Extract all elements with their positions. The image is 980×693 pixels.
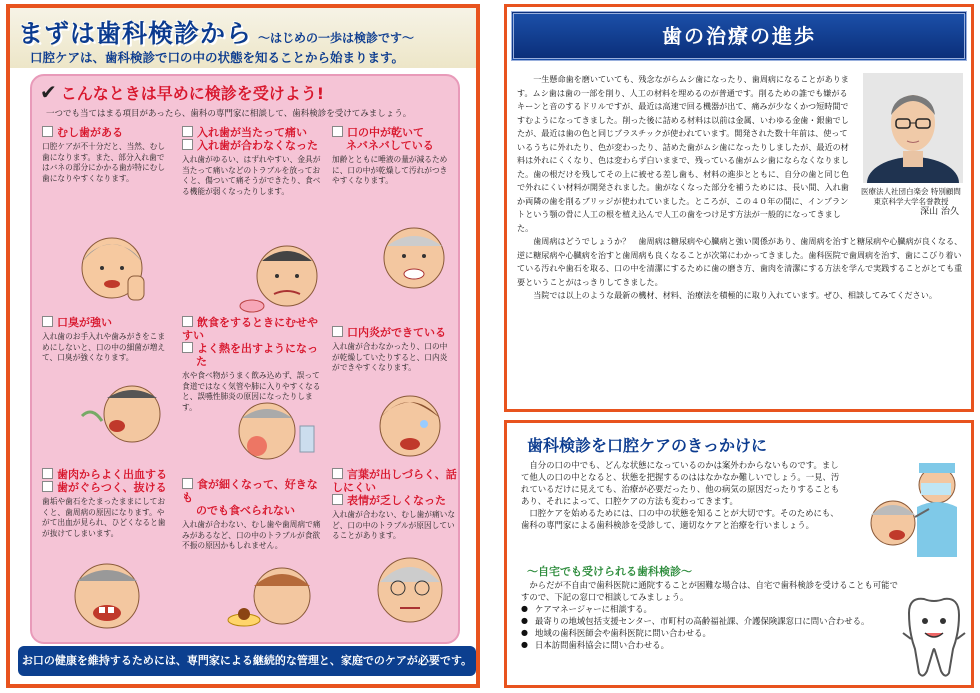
author-name: 深山 治久	[920, 207, 959, 217]
check-item-heading: 入れ歯が当たって痛い	[197, 126, 307, 139]
author-portrait-image	[863, 73, 963, 183]
check-item-text: 歯垢や歯石をたまったままにしておくと、歯周病の原因になります。やがて出血が見られ、ひどくなると歯が抜けてしまいます。	[42, 497, 166, 538]
check-item-heading: 食が細くなって、好きなも	[182, 478, 318, 504]
checkbox-icon	[332, 494, 343, 505]
check-item-gum-bleeding	[42, 468, 172, 539]
treatment-paragraph: 当院では以上のような最新の機材、材料、治療法を積極的に取り入れています。ぜひ、相談してみてください。	[533, 290, 937, 300]
contact-list-item: ● ケアマネージャーに相談する。	[521, 603, 901, 615]
check-item-text: 入れ歯が合わなかったり、口の中が乾燥していたりすると、口内炎ができやすくなります。	[332, 342, 448, 372]
author-caption	[855, 187, 967, 217]
checkup-intro	[521, 459, 841, 559]
checkbox-icon	[42, 481, 53, 492]
check-item-speech	[332, 468, 457, 542]
check-item-heading2: 歯がぐらつく、抜ける	[57, 481, 167, 494]
checkbox-icon	[182, 342, 193, 353]
checklist-title: こんなときは早めに検診を受けよう!	[60, 84, 325, 103]
check-item-cavity	[42, 126, 172, 184]
left-footer-banner: お口の健康を維持するためには、専門家による継続的な管理と、家庭でのケアが必要です。	[18, 646, 476, 676]
check-item-heading2: ネバネバしている	[346, 139, 434, 152]
checkup-title: 歯科検診を口腔ケアのきっかけに	[527, 436, 768, 455]
check-item-dry-mouth	[332, 126, 454, 187]
check-item-heading2: よく熱を出すようになった	[196, 342, 318, 368]
check-item-denture-pain	[182, 126, 322, 197]
check-item-poor-appetite	[182, 478, 327, 552]
left-panel	[6, 4, 480, 688]
left-title-sub: 〜はじめの一歩は検診です〜	[258, 31, 415, 45]
left-lead: 口腔ケアは、歯科検診で口の中の状態を知ることから始まります。	[30, 50, 405, 65]
dry-mouth-man-illustration	[372, 216, 457, 301]
checkup-paragraph: 自分の口の中でも、どんな状態になっているのかは案外わからないものです。まして他人の口の中となると、状態を把握するのははなかなか難しいでしょう。一見、汚れているだけに見えても、治療が必要だったり、他の病気の原因だったりすることもあり、それによって、口腔ケアの方法も変わってきます。	[521, 460, 840, 506]
check-item-stomatitis	[332, 326, 454, 374]
treatment-title: 歯の治療の進歩	[662, 24, 816, 48]
gum-bleeding-man-illustration	[52, 551, 162, 636]
home-checkup-paragraph: からだが不自由で歯科医院に通院することが困難な場合は、自宅で歯科検診を受けることも可能ですので、下記の窓口で相談してみましょう。	[521, 580, 898, 602]
checkbox-icon	[332, 326, 343, 337]
checkbox-icon	[182, 126, 193, 137]
treatment-paragraph: 歯周病はどうでしょうか？ 歯周病は糖尿病や心臓病と強い関係があり、歯周病を治すと糖尿病や心臓病が良くなる、逆に糖尿病や心臓病を治すと歯周病も良くなることが次第にわかってきました。歯科医院で歯周病を治す、歯にこびり着いている汚れや歯石を取る、口の中を清潔にするために歯の磨き方、歯肉を清潔にする方法を学んで実践することがとても重要ということがはっきりしてきました。	[517, 236, 963, 287]
checklist-lead: 一つでも当てはまる項目があったら、歯科の専門家に相談して、歯科検診を受けてみましょう。	[46, 109, 412, 119]
check-item-heading: 飲食をするときにむせやすい	[182, 316, 318, 342]
man-denture-illustration	[232, 236, 322, 321]
check-item-text: 加齢とともに唾液の量が減るために、口の中が乾燥して汚れがつきやすくなります。	[332, 155, 448, 185]
contact-list-item: ● 地域の歯科医師会や歯科医院に問い合わせる。	[521, 627, 901, 639]
treatment-title-band	[511, 11, 967, 61]
contact-list-item: ● 最寄りの地域包括支援センター、市町村の高齢福祉課、介護保険課窓口に問い合わせる。	[521, 615, 901, 627]
checkbox-icon	[182, 316, 193, 327]
dentist-patient-illustration	[857, 457, 967, 557]
check-item-heading: 歯肉からよく出血する	[57, 468, 167, 481]
treatment-paragraph: 一生懸命歯を磨いていても、残念ながらムシ歯になったり、歯周病になることがあります。ムシ歯は歯の一部を削り、人工の材料を埋めるのが普通です。削るための誰でも嫌がるキーンと音のするドリルですが、最近は高速で回る機器が出て、痛みが少なくかつ短時間ですむようになってきました。削った後に詰める材料は以前は金属、いわゆる金歯・銀歯でしたが、最近は歯の色と同じプラスチックが使われています。開発された数十年前は、使っているうちに外れたり、色が変わったり、詰めた歯がムシ歯になったりしましたが、最近の材料は外れにくくなり、色は変わらず白いままで、残っている歯がムシ歯にならなくなりました。歯の根だけを残してその上に被せる差し歯も、材料の進歩とともに、自分の歯と同じ色で外れにくい材料が開発されました。歯がなくなった部分を補うためには、長い間、入れ歯か両隣の歯を削るブリッジが使われていました。ところが、この４０年の間に、インプラントという顎の骨に人工の根を植え込んで人工の歯をつけ足す方法が一般的になってきました。	[517, 74, 849, 233]
contact-list-item: ● 日本訪問歯科協会に問い合わせる。	[521, 639, 901, 651]
choking-man-illustration	[222, 396, 322, 466]
checkbox-icon	[332, 468, 343, 479]
check-item-heading: 口の中が乾いて	[347, 126, 424, 139]
checkbox-icon	[42, 126, 53, 137]
checkbox-icon	[182, 478, 193, 489]
checklist-box	[30, 74, 460, 644]
check-item-bad-breath	[42, 316, 172, 364]
home-checkup-body	[521, 579, 901, 689]
check-item-heading: むし歯がある	[57, 126, 123, 139]
checkbox-icon	[332, 126, 343, 137]
treatment-body	[517, 73, 967, 403]
treatment-progress-panel	[504, 4, 974, 412]
bad-breath-man-illustration	[72, 376, 172, 456]
poor-appetite-woman-illustration	[222, 556, 322, 636]
check-item-text: 入れ歯がゆるい、はずれやすい、金具が当たって痛いなどのトラブルを放っておくと、傷ついて痛そうができたり、食べる機能が弱くなったりします。	[182, 155, 321, 196]
check-item-text: 入れ歯のお手入れや歯みがきをこまめにしないと、口の中の細菌が増えて、口臭が強くなります。	[42, 332, 166, 362]
tooth-mascot-illustration	[899, 593, 969, 683]
check-item-text: 入れ歯が合わない、むし歯や歯周病で痛みがあるなど、口の中のトラブルが食欲不振の原因かもしれません。	[182, 520, 321, 550]
elderly-woman-illustration	[62, 226, 162, 306]
author-block	[855, 73, 967, 223]
checkbox-icon	[42, 468, 53, 479]
speech-difficulty-man-illustration	[362, 546, 457, 631]
checkbox-icon	[42, 316, 53, 327]
checklist-header	[40, 80, 450, 106]
checkup-paragraph: 口腔ケアを始めるためには、口の中の状態を知ることが大切です。そのためにも、歯科の専門家による歯科検診を受診して、適切なケアと治療を行いましょう。	[521, 508, 839, 530]
check-item-heading2: 入れ歯が合わなくなった	[197, 139, 318, 152]
check-item-heading: 言葉が出しづらく、話しにくい	[332, 468, 457, 494]
left-title-main: まずは歯科検診から	[18, 19, 253, 48]
left-title	[18, 14, 478, 48]
check-item-text: 水や食べ物がうまく飲み込めず、誤って食道ではなく気管や肺に入りやすくなると、誤嚥性肺炎の原因になったりします。	[182, 371, 321, 412]
checkbox-icon	[182, 139, 193, 150]
check-item-text: 口腔ケアが不十分だと、当然、むし歯になります。また、部分入れ歯ではバネの部分にかかる歯が特にむし歯になりやすくなります。	[42, 142, 166, 183]
check-item-heading: 口臭が強い	[57, 316, 112, 329]
checkmark-icon: ✔	[40, 80, 57, 104]
check-item-text: 入れ歯が合わない、むし歯が痛いなど、口の中のトラブルが原因していることがあります。	[332, 510, 456, 540]
contact-list	[521, 603, 901, 651]
mouth-sore-woman-illustration	[362, 386, 457, 466]
home-checkup-subtitle: 〜自宅でも受けられる歯科検診〜	[527, 565, 692, 578]
check-item-heading: 口内炎ができている	[347, 326, 446, 339]
check-item-heading2: 表情が乏しくなった	[347, 494, 446, 507]
author-title: 東京科学大学名誉教授	[873, 197, 949, 206]
checkup-panel	[504, 420, 974, 688]
author-organization: 医療法人社団白楽会 特別顧問	[861, 187, 961, 196]
author-photo	[863, 73, 963, 183]
check-item-heading2: のでも食べられない	[196, 504, 295, 517]
